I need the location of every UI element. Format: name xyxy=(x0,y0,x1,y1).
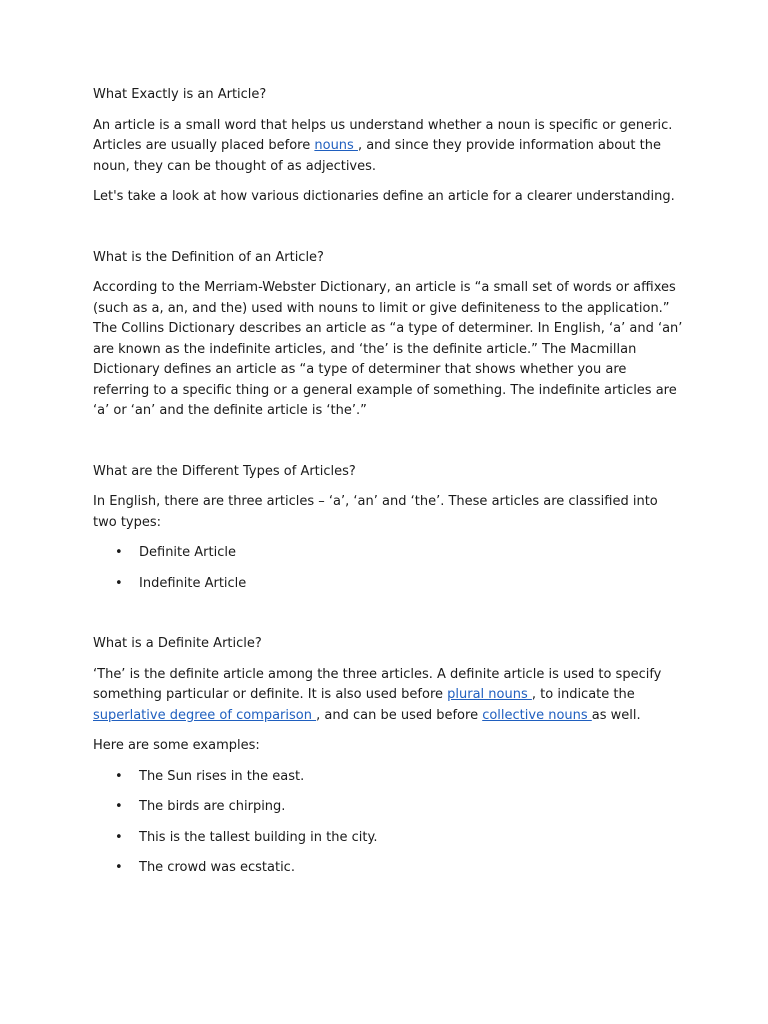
paragraph-text: , to indicate the xyxy=(531,687,635,702)
paragraph-examples-lead: Here are some examples: xyxy=(93,738,260,753)
examples-list xyxy=(93,767,683,879)
list-item xyxy=(93,858,683,879)
paragraph-dictionaries-lead: Let's take a look at how various dictionaries define an article for a clearer understanding. xyxy=(93,189,675,204)
section-spacer xyxy=(93,432,683,462)
list-item xyxy=(93,797,683,818)
list-item xyxy=(93,574,683,595)
list-item-text: The Sun rises in the east. xyxy=(139,768,305,784)
list-item xyxy=(93,543,683,564)
section-heading-definite-article: What is a Definite Article? xyxy=(93,636,262,651)
paragraph-definitions: According to the Merriam-Webster Dictionary, an article is “a small set of words or affixes (such as a, an, and the) used with nouns to limit or give definiteness to the application.” The Collins Dictionary describes an article as “a type of determiner. In English, ‘a’ and ‘an’ are known as the indefinite articles, and ‘the’ is the definite article.” The Macmillan Dictionary defines an article as “a type of determiner that shows whether you are referring to a specific thing or a general example of something. The indefinite articles are ‘a’ or ‘an’ and the definite article is ‘the’.” xyxy=(93,280,683,418)
list-item-text: This is the tallest building in the city. xyxy=(139,829,378,845)
bullet-icon: • xyxy=(115,829,123,845)
paragraph-definite-article xyxy=(93,665,683,727)
types-list xyxy=(93,543,683,594)
link-nouns[interactable]: nouns xyxy=(314,138,358,153)
paragraph-text: , and since they provide information about the noun, they can be thought of as adjectives. xyxy=(93,138,661,174)
document-page xyxy=(93,85,683,889)
paragraph-article-intro xyxy=(93,116,683,178)
bullet-icon: • xyxy=(115,799,123,814)
section-heading-what-is-article: What Exactly is an Article? xyxy=(93,87,267,102)
paragraph-text: An article is a small word that helps us understand whether a noun is specific or generic. Articles are usually placed before xyxy=(93,117,673,153)
list-item xyxy=(93,828,683,849)
link-plural-nouns[interactable]: plural nouns xyxy=(447,687,532,702)
list-item-text: The birds are chirping. xyxy=(139,799,286,814)
link-collective-nouns[interactable]: collective nouns xyxy=(482,707,592,723)
paragraph-text: , and can be used before xyxy=(316,707,483,723)
paragraph-text: as well. xyxy=(591,707,641,723)
section-spacer xyxy=(93,604,683,634)
section-heading-types: What are the Different Types of Articles? xyxy=(93,463,356,479)
paragraph-types-intro: In English, there are three articles – ‘a’, ‘an’ and ‘the’. These articles are classified into two types: xyxy=(93,494,658,530)
bullet-icon: • xyxy=(115,768,123,784)
link-superlative-degree[interactable]: superlative degree of comparison xyxy=(93,707,317,723)
paragraph-text: ‘The’ is the definite article among the three articles. A definite article is used to specify something particular or definite. It is also used before xyxy=(93,666,662,702)
section-spacer xyxy=(93,218,683,248)
list-item xyxy=(93,767,683,788)
bullet-icon: • xyxy=(115,860,123,875)
section-heading-definition: What is the Definition of an Article? xyxy=(93,249,324,265)
list-item-text: The crowd was ecstatic. xyxy=(139,860,295,875)
list-item-text: Indefinite Article xyxy=(139,575,247,591)
bullet-icon: • xyxy=(115,575,123,591)
bullet-icon: • xyxy=(115,545,123,560)
list-item-text: Definite Article xyxy=(139,545,236,560)
